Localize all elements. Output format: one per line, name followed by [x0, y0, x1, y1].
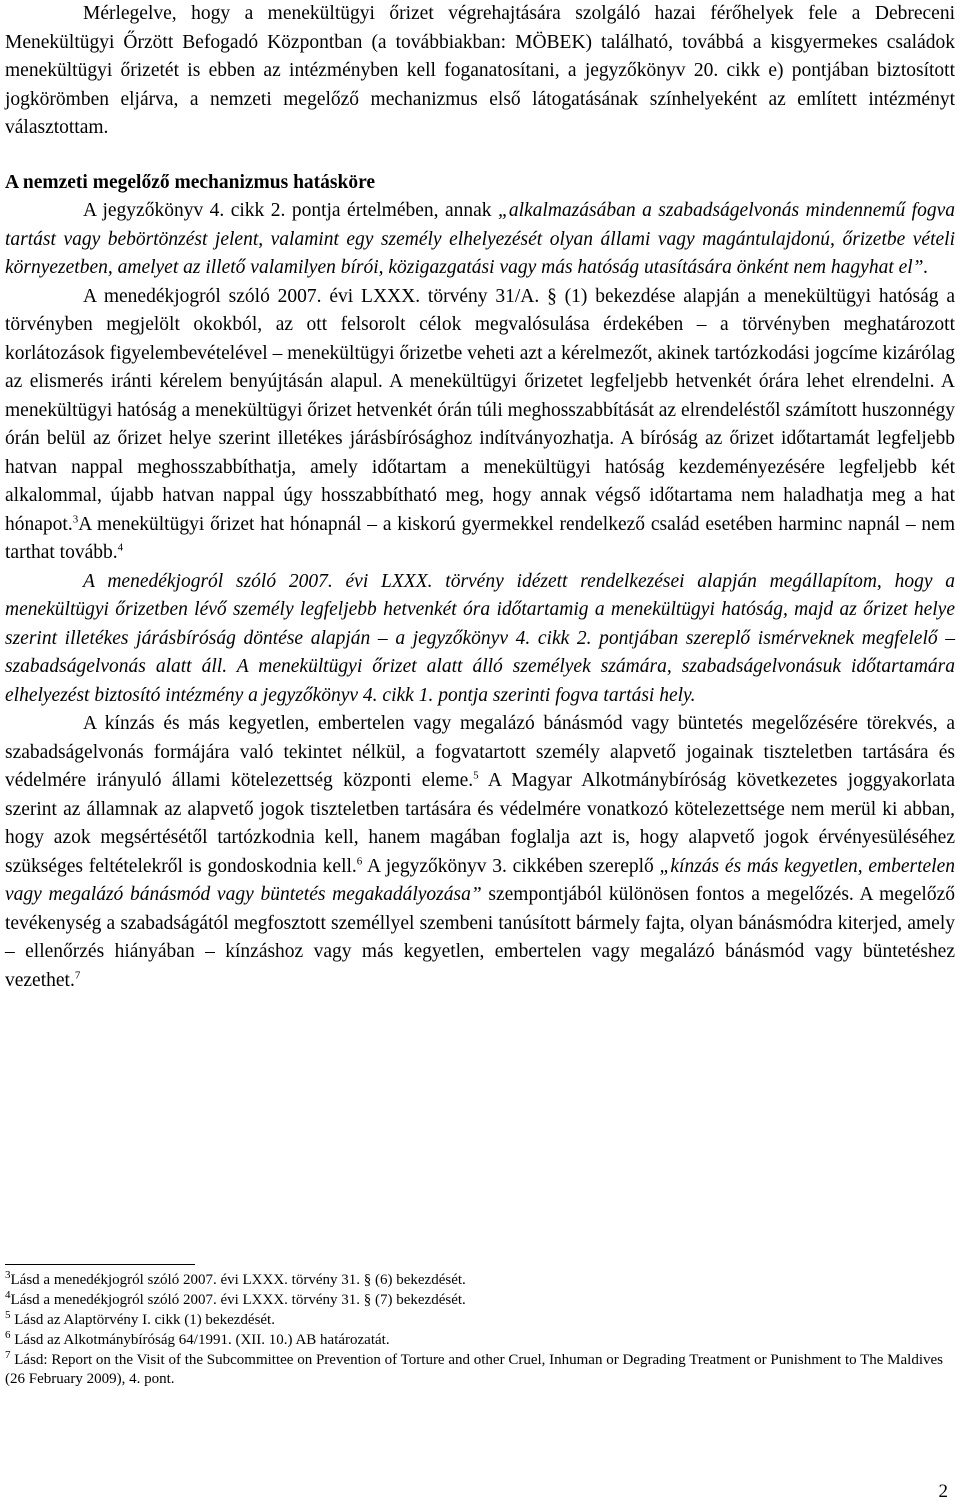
footnote-ref-6[interactable]: 6: [356, 855, 363, 867]
footnote-number: 4: [5, 1289, 11, 1301]
footnote-text: Lásd a menedékjogról szóló 2007. évi LXXX. törvény 31. § (6) bekezdését.: [10, 1272, 466, 1288]
paragraph-definition: [5, 197, 955, 283]
footnote-number: 5: [5, 1309, 11, 1321]
footnote-ref-7[interactable]: 7: [74, 969, 81, 981]
footnotes: [5, 1271, 955, 1390]
paragraph-asylum-law: [5, 283, 955, 568]
footnote-ref-5[interactable]: 5: [473, 769, 479, 782]
paragraph-definition-quote: „alkalmazásában a szabadságelvonás mindennemű fogva tartást vagy bebörtönzést jelent, valamint egy személy elhelyezését olyan állami vagy magántulajdonú, őrizetbe vételi környezetben, amelyet az illető valamilyen bírói, közigazgatási vagy más hatóság utasítására önként nem hagyhat el”.: [5, 200, 955, 278]
footnote-text: Lásd a menedékjogról szóló 2007. évi LXXX. törvény 31. § (7) bekezdését.: [10, 1292, 466, 1308]
footnote-4: [5, 1291, 955, 1310]
paragraph-asylum-law-text: A menedékjogról szóló 2007. évi LXXX. törvény 31/A. § (1) bekezdése alapján a menekültügyi hatóság a törvényben megjelölt okokból, az ott felsorolt célok megvalósulása érdekében – a törvényben meghatározott korlátozások figyelembevételével – menekültügyi őrizetbe veheti azt a kérelmezőt, akinek tartózkodási jogcíme kizárólag az elismerés iránti kérelem benyújtásán alapul. A menekültügyi őrizetet legfeljebb hetvenkét órára lehet elrendelni. A menekültügyi hatóság a menekültügyi őrizet hetvenkét órán túli meghosszabbítását az elrendeléstől számított huszonnégy órán belül az őrizet helye szerint illetékes járásbírósághoz indítványozhatja. A bíróság az őrizet időtartamát legfeljebb hatvan nappal meghosszabbíthatja, amely időtartam a menekültügyi hatóság kezdeményezésére legfeljebb két alkalommal, újabb hatvan nappal úgy hosszabbítható meg, hogy annak végső időtartama nem haladhatja meg a hat hónapot.: [5, 285, 955, 535]
footnote-text: Lásd az Alkotmánybíróság 64/1991. (XII. 10.) AB határozatát.: [10, 1332, 390, 1348]
footnote-number: 6: [5, 1329, 11, 1341]
paragraph-intro: Mérlegelve, hogy a menekültügyi őrizet végrehajtására szolgáló hazai férőhelyek fele a Debreceni Menekültügyi Őrzött Befogadó Központban (a továbbiakban: MÖBEK) található, továbbá a kisgyermekes családok menekültügyi őrizetét is ebben az intézményben kell foganatosítani, a jegyzőkönyv 20. cikk e) pontjában biztosított jogkörömben eljárva, a nemzeti megelőző mechanizmus első látogatásának színhelyeként az említett intézményt választottam.: [5, 3, 955, 138]
footnote-text: Lásd az Alaptörvény I. cikk (1) bekezdését.: [10, 1312, 275, 1328]
footnote-separator: [5, 1264, 195, 1265]
paragraph-prevention-text-4: szempontjából különösen fontos a megelőzés. A megelőző tevékenység a szabadságától megfosztott személlyel szembeni tanúsított bármely fajta, olyan bánásmódra kiterjed, amely – ellenőrzés hiányában – kínzáshoz vagy más kegyetlen, embertelen vagy megalázó bánásmód vagy büntetéshez vezethet.: [5, 884, 955, 991]
footnote-6: [5, 1331, 955, 1350]
paragraph-asylum-law-text-2: A menekültügyi őrizet hat hónapnál – a kiskorú gyermekkel rendelkező család esetében harminc napnál – nem tarthat tovább.: [5, 513, 955, 563]
footnote-ref-4[interactable]: 4: [117, 541, 124, 554]
footnote-5: [5, 1311, 955, 1330]
paragraph-prevention-text-3: A jegyzőkönyv 3. cikkében szereplő: [362, 855, 660, 877]
footnote-number: 7: [5, 1349, 11, 1361]
paragraph-prevention-text-2: A Magyar Alkotmánybíróság következetes joggyakorlata szerint az államnak az alapvető jogok tiszteletben tartására és védelmére vonatkozó kötelezettsége nem merül ki abban, hogy azok megsértésétől tartózkodnia kell, hanem magában foglalja azt is, hogy alapvető jogok érvényesüléséhez szükséges feltételekről is gondoskodnia kell.: [5, 770, 955, 877]
page-number: 2: [938, 1481, 948, 1502]
paragraph-definition-text: A jegyzőkönyv 4. cikk 2. pontja értelmében, annak: [83, 200, 499, 221]
paragraph-prevention-text: A kínzás és más kegyetlen, embertelen vagy megalázó bánásmód vagy büntetés megelőzésére törekvés, a szabadságelvonás formájára való tekintet nélkül, a fogvatartott személy alapvető jogainak tiszteletben tartására és védelmére irányuló állami kötelezettség központi eleme.: [5, 713, 955, 791]
paragraph-prevention: [5, 710, 955, 995]
footnote-text: Lásd: Report on the Visit of the Subcommittee on Prevention of Torture and other Cruel, Inhuman or Degrading Treatment or Punishment to The Maldives (26 February 2009), 4. pont.: [5, 1352, 943, 1387]
section-heading: A nemzeti megelőző mechanizmus hatásköre: [5, 171, 376, 193]
paragraph-conclusion: A menedékjogról szóló 2007. évi LXXX. törvény idézett rendelkezései alapján megállapítom, hogy a menekültügyi őrizetben lévő személy legfeljebb hetvenkét óra időtartamig a menekültügyi hatóság, majd az őrizet helye szerint illetékes járásbíróság döntése alapján – a jegyzőkönyv 4. cikk 2. pontjában szereplő ismérveknek megfelelő – szabadságelvonás alatt áll. A menekültügyi őrizet alatt álló személyek számára, szabadságelvonásuk időtartamára elhelyezést biztosító intézmény a jegyzőkönyv 4. cikk 1. pontja szerinti fogva tartási hely.: [5, 570, 955, 706]
footnote-7: [5, 1351, 955, 1389]
footnote-number: 3: [5, 1269, 11, 1281]
footnote-3: [5, 1271, 955, 1290]
paragraph-prevention-quote: „kínzás és más kegyetlen, embertelen vagy megalázó bánásmód vagy büntetés megakadályozása”: [5, 855, 955, 905]
document-body: [5, 0, 955, 995]
footnote-ref-3[interactable]: 3: [72, 513, 79, 525]
